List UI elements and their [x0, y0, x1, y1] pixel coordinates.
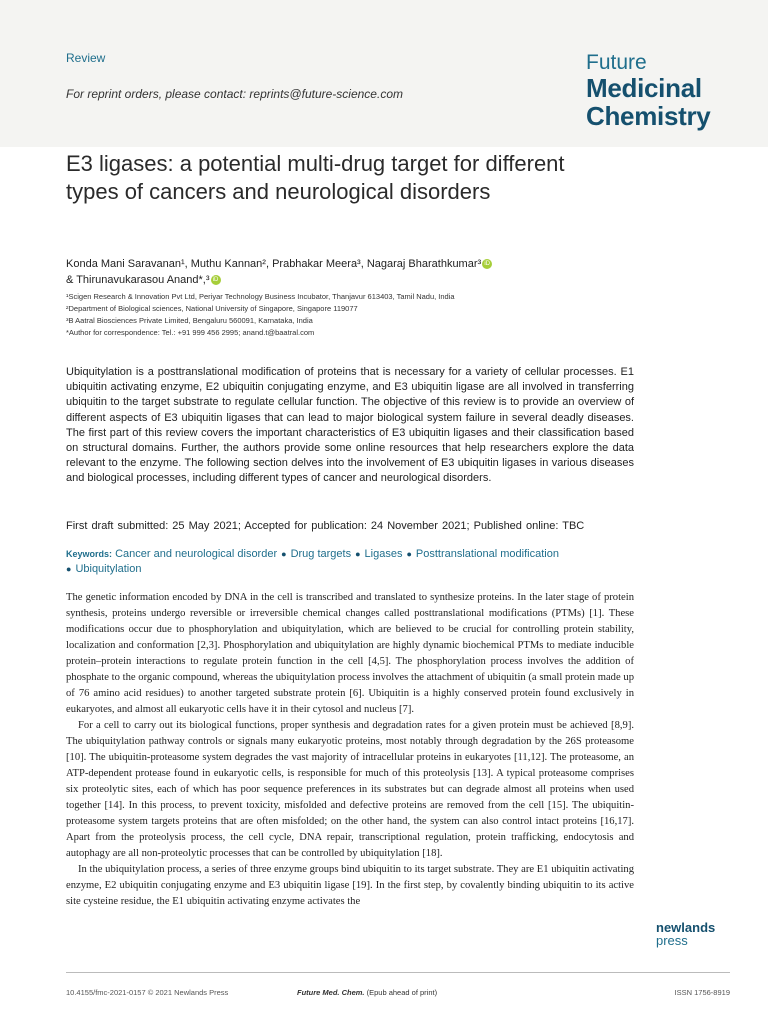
submission-dates: First draft submitted: 25 May 2021; Accepted for publication: 24 November 2021; Published online: TBC: [66, 520, 585, 532]
footer-journal: [297, 988, 437, 997]
bullet-icon: ●: [355, 549, 361, 559]
section-label: Review: [66, 51, 106, 65]
publisher-logo: [656, 921, 718, 947]
bullet-icon: ●: [66, 564, 72, 574]
authors-line1: Konda Mani Saravanan¹, Muthu Kannan², Prabhakar Meera³, Nagaraj Bharathkumar³: [66, 258, 482, 270]
affiliation-1: ¹Scigen Research & Innovation Pvt Ltd, Periyar Technology Business Incubator, Thanjavur 613403, Tamil Nadu, India: [66, 292, 455, 301]
article-title: E3 ligases: a potential multi-drug target for different types of cancers and neurological disorders: [66, 151, 565, 204]
keywords-section: [66, 547, 634, 577]
journal-logo: [586, 52, 710, 129]
orcid-icon[interactable]: iD: [211, 275, 221, 285]
journal-name-line2: Medicinal: [586, 73, 702, 103]
body-paragraph: For a cell to carry out its biological functions, proper synthesis and degradation rates for a given protein must be achieved [8,9]. The ubiquitylation pathway controls or signals many eukaryotic proteins, most notably through degradation by the 26S proteasome [10]. The ubiquitin-proteasome system degrades the vast majority of intracellular proteins in eukaryotes [11,12]. The proteasome, an ATP-dependent protease found in eukaryotic cells, is responsible for much of this proteolysis [13]. A typical proteasome comprises six proteolytic sites, each of which has poor sequence preferences in its substrates but can degrade almost all proteins when used together [14]. In this process, to prevent toxicity, misfolded and defective proteins are removed from the cell [15]. The ubiquitin-proteasome system targets proteins that are often misfolded; on the other hand, the system can also control intact proteins [16,17]. Apart from the proteolysis process, the cell cycle, DNA repair, transcriptional regulation, protein trafficking, endocytosis and autophagy are all non-proteolytic processes that can be controlled by ubiquitylation [18].: [66, 720, 634, 859]
article-body: [66, 590, 634, 910]
journal-name-line1: Future: [586, 51, 647, 74]
footer-doi[interactable]: 10.4155/fmc-2021-0157 © 2021 Newlands Press: [66, 988, 229, 997]
footer-epub: (Epub ahead of print): [366, 988, 438, 997]
authors-line2: & Thirunavukarasou Anand*,³: [66, 274, 210, 286]
bullet-icon: ●: [406, 549, 412, 559]
footer-journal-abbrev: Future Med. Chem.: [297, 988, 365, 997]
keyword-link[interactable]: Ligases: [364, 548, 403, 560]
author-list: [66, 256, 586, 288]
footer-divider: [66, 972, 730, 973]
orcid-icon[interactable]: iD: [482, 259, 492, 269]
footer-issn: ISSN 1756-8919: [674, 988, 730, 997]
keyword-link[interactable]: Posttranslational modification: [415, 548, 559, 560]
abstract: Ubiquitylation is a posttranslational modification of proteins that is necessary for a variety of cellular processes. E1 ubiquitin activating enzyme, E2 ubiquitin conjugating enzyme, and E3 ubiquitin ligase are all involved in transferring ubiquitin to the target substrate to regulate cellular function. The objective of this review is to provide an overview of different aspects of E3 ubiquitin ligases that can lead to major biological system failure in several deadly diseases. The first part of this review covers the important characteristics of E3 ubiquitin ligases and their classification based on structural domains. Further, the authors provide some online resources that help researchers explore the data relevant to the enzyme. The following section delves into the involvement of E3 ubiquitin ligases in various diseases and biological processes, including different types of cancer and neurological disorders.: [66, 366, 634, 485]
bullet-icon: ●: [281, 549, 287, 559]
journal-name-line3: Chemistry: [586, 101, 711, 131]
keyword-link[interactable]: Drug targets: [290, 548, 352, 560]
publisher-name-line1: newlands: [656, 920, 716, 935]
correspondence: *Author for correspondence: Tel.: +91 999 456 2995; anand.t@baatral.com: [66, 328, 315, 337]
keyword-link[interactable]: Ubiquitylation: [75, 563, 142, 575]
body-paragraph: In the ubiquitylation process, a series of three enzyme groups bind ubiquitin to its target substrate. They are E1 ubiquitin activating enzyme, E2 ubiquitin conjugating enzyme and E3 ubiquitin ligase [19]. In the first step, by covalently binding ubiquitin to its active site cysteine residue, the E1 ubiquitin activating enzyme activates the: [66, 864, 634, 907]
reprint-notice: For reprint orders, please contact: reprints@future-science.com: [66, 87, 403, 101]
body-paragraph: The genetic information encoded by DNA in the cell is transcribed and translated to synthesize proteins. In the later stage of protein synthesis, proteins undergo reversible or irreversible chemical changes called posttranslational modifications (PTMs) [1]. These modifications occur due to phosphorylation and ubiquitylation, which are believed to be crucial for controlling protein stability, localization and conformation [2,3]. Phosphorylation and ubiquitylation are highly dynamic biochemical PTMs to mediate inducible protein–protein interactions to regulate protein function in the cell [4,5]. The phosphorylation process involves the addition of phosphate to the organic compound, whereas the ubiquitylation process involves the attachment of ubiquitin (a small protein made up of 76 amino acid residues) to another targeted substrate protein [6]. Ubiquitin is a highly conserved protein found exclusively in eukaryotes, and almost all eukaryotic cells have it in their cytosol and nucleus [7].: [66, 592, 634, 715]
publisher-name-line2: press: [656, 933, 688, 948]
affiliation-2: ²Department of Biological sciences, National University of Singapore, Singapore 119077: [66, 304, 358, 313]
affiliations: [66, 291, 626, 339]
keyword-link[interactable]: Cancer and neurological disorder: [115, 548, 278, 560]
keywords-label: Keywords:: [66, 549, 113, 559]
affiliation-3: ³B Aatral Biosciences Private Limited, Bengaluru 560091, Karnataka, India: [66, 316, 313, 325]
